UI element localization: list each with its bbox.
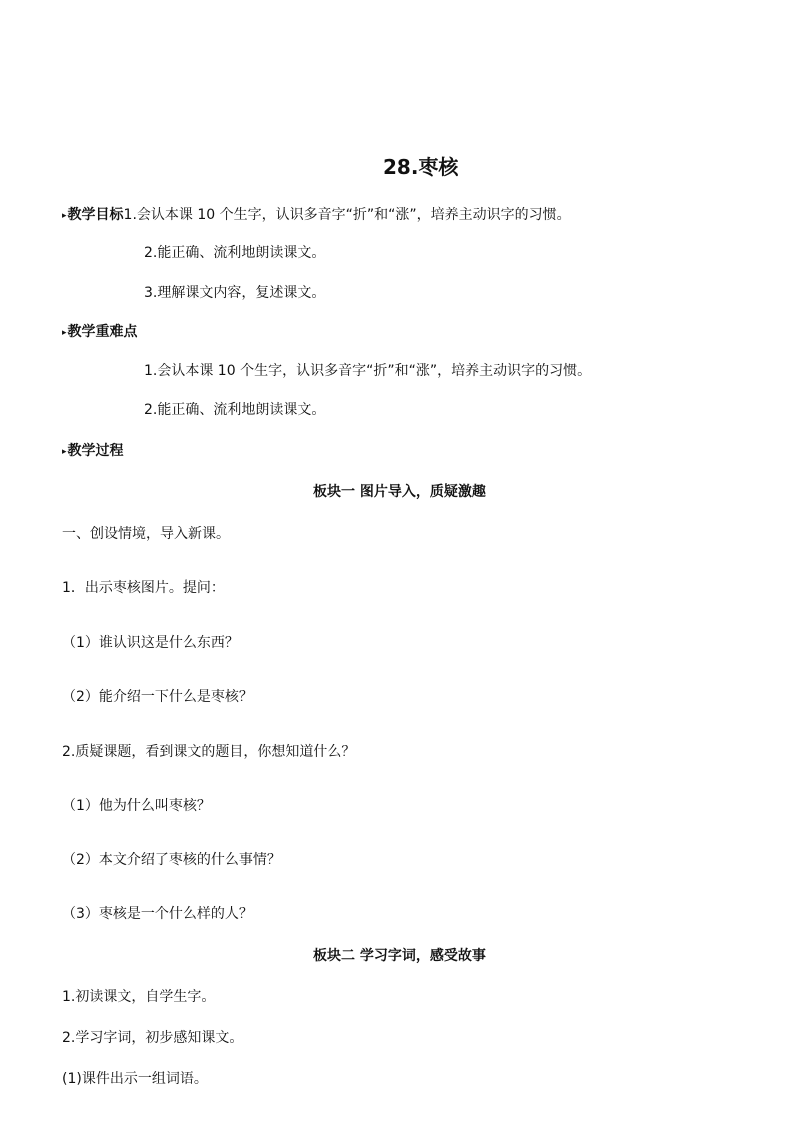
key-points-item: 2.能正确、流利地朗读课文。	[144, 402, 326, 418]
goals-item: 1.会认本课 10 个生字，认识多音字“折”和“涨”，培养主动识字的习惯。	[123, 207, 571, 223]
block1-line: （3）枣核是一个什么样的人？	[62, 906, 253, 922]
key-points-heading-row	[62, 322, 138, 344]
goals-item: 2.能正确、流利地朗读课文。	[144, 245, 326, 261]
bullet-marker-icon: ▸	[62, 328, 67, 338]
bullet-marker-icon: ▸	[62, 211, 67, 221]
block2-title: 板块二 学习字词，感受故事	[313, 948, 486, 964]
block2-line: 1.初读课文，自学生字。	[62, 989, 216, 1005]
block2-line: 2.学习字词，初步感知课文。	[62, 1030, 244, 1046]
block1-line: （2）能介绍一下什么是枣核？	[62, 689, 253, 705]
goals-row	[62, 205, 571, 227]
block1-line: （2）本文介绍了枣核的什么事情？	[62, 852, 281, 868]
block1-line: （1）他为什么叫枣核？	[62, 798, 211, 814]
document-title: 28.枣核	[383, 155, 459, 179]
block2-line: (1)课件出示一组词语。	[62, 1071, 208, 1087]
goals-heading: 教学目标	[67, 207, 124, 223]
process-heading: 教学过程	[67, 443, 124, 459]
key-points-heading: 教学重难点	[67, 324, 138, 340]
block1-line: （1）谁认识这是什么东西？	[62, 635, 239, 651]
block1-line: 2.质疑课题，看到课文的题目，你想知道什么？	[62, 744, 356, 760]
bullet-marker-icon: ▸	[62, 447, 67, 457]
block1-line: 1．出示枣核图片。提问：	[62, 580, 225, 596]
block1-line: 一、创设情境，导入新课。	[62, 526, 230, 542]
process-heading-row	[62, 441, 124, 463]
block1-title: 板块一 图片导入，质疑激趣	[313, 484, 486, 500]
key-points-item: 1.会认本课 10 个生字，认识多音字“折”和“涨”，培养主动识字的习惯。	[144, 363, 592, 379]
goals-item: 3.理解课文内容，复述课文。	[144, 285, 326, 301]
